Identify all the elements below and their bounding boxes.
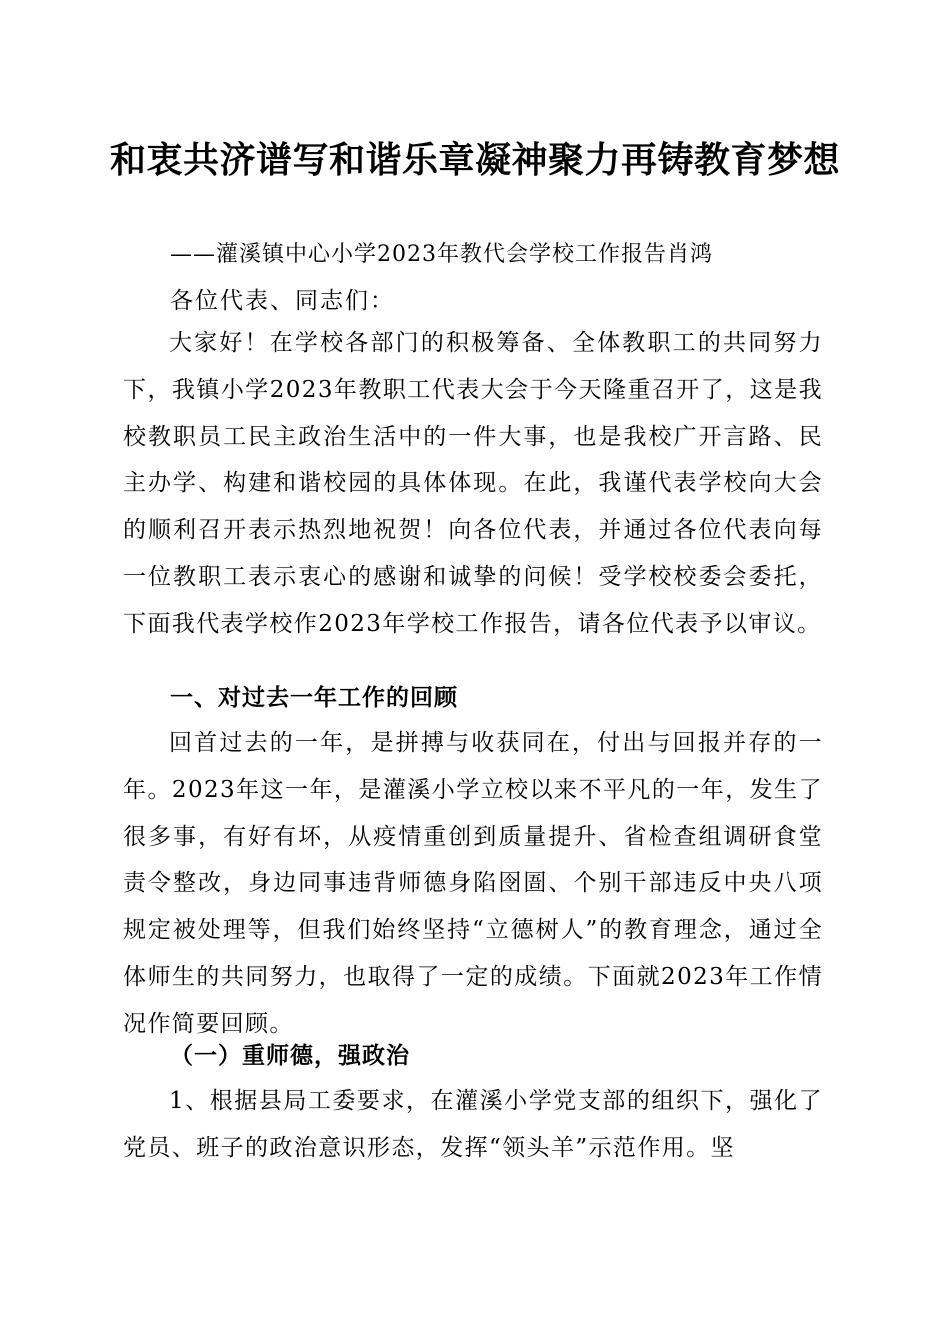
review-paragraph: 回首过去的一年，是拼搏与收获同在，付出与回报并存的一年。2023年这一年，是灌溪小学立校以来不平凡的一年，发生了很多事，有好有坏，从疫情重创到质量提升、省检查组调研食堂责令整改，身边同事违背师德身陷囹圄、个别干部违反中央八项规定被处理等，但我们始终坚持“立德树人”的教育理念，通过全体师生的共同努力，也取得了一定的成绩。下面就2023年工作情况作简要回顾。 (123, 730, 823, 1037)
salutation: 各位代表、同志们： (170, 288, 395, 314)
document-title: 和衷共济谱写和谐乐章凝神聚力再铸教育梦想 (109, 139, 840, 181)
document-subtitle: ——灌溪镇中心小学2023年教代会学校工作报告肖鸿 (170, 242, 713, 267)
section-heading-review: 一、对过去一年工作的回顾 (170, 684, 458, 711)
subsection-heading-ethics: （一）重师德，强政治 (170, 1042, 410, 1069)
item-1-paragraph: 1、根据县局工委要求，在灌溪小学党支部的组织下，强化了党员、班子的政治意识形态，发挥“领头羊”示范作用。坚 (123, 1088, 823, 1161)
opening-paragraph: 大家好！在学校各部门的积极筹备、全体教职工的共同努力下，我镇小学2023年教职工代表大会于今天隆重召开了，这是我校教职员工民主政治生活中的一件大事，也是我校广开言路、民主办学、构建和谐校园的具体体现。在此，我谨代表学校向大会的顺利召开表示热烈地祝贺！向各位代表，并通过各位代表向每一位教职工表示衷心的感谢和诚挚的问候！受学校校委会委托，下面我代表学校作2023年学校工作报告，请各位代表予以审议。 (123, 330, 823, 637)
